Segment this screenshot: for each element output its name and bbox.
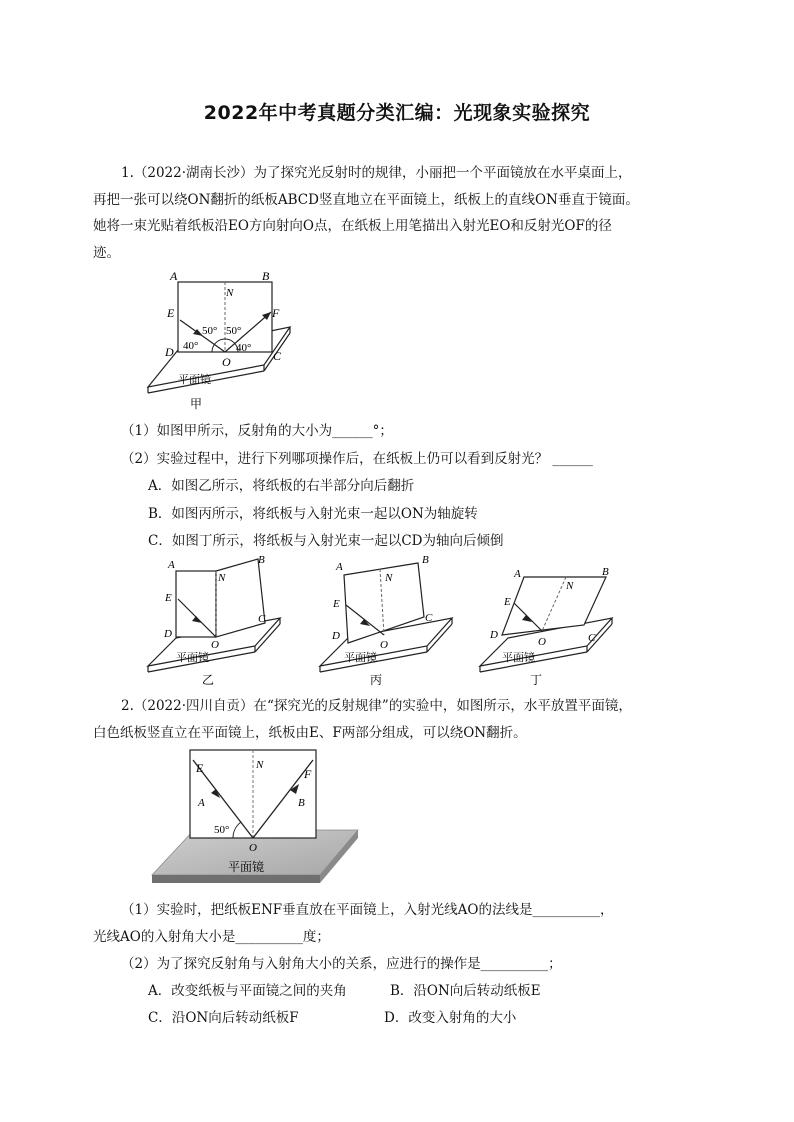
label-O: O (380, 639, 388, 651)
label-E: E (167, 306, 175, 320)
label-E: E (165, 592, 172, 604)
label-C: C (588, 632, 596, 644)
label-D: D (165, 345, 174, 359)
angle-40-left: 40° (183, 340, 199, 352)
label-E: E (504, 596, 511, 608)
mirror-label: 平面镜 (228, 860, 265, 874)
q2-option-d: D．改变入射角的大小 (384, 1010, 517, 1026)
label-A: A (168, 559, 175, 571)
q1-stem (93, 160, 681, 266)
label-E: E (196, 761, 204, 775)
label-N: N (385, 572, 393, 584)
label-C: C (425, 612, 433, 624)
q1-sub2: （2）实验过程中，进行下列哪项操作后，在纸板上仍可以看到反射光？ ______ (121, 451, 593, 467)
mirror-label: 平面镜 (178, 374, 211, 386)
q2-option-b: B．沿ON向后转动纸板E (390, 983, 541, 999)
caption-bing: 丙 (370, 673, 383, 687)
figure-yi (140, 553, 300, 688)
q1-option-b: B．如图丙所示，将纸板与入射光束一起以ON为轴旋转 (148, 506, 478, 522)
q1-stem-line-3: 她将一束光贴着纸板沿EO方向射向O点，在纸板上用笔描出入射光EO和反射光OF的径 (93, 218, 612, 234)
label-D: D (164, 628, 172, 640)
figure-jia (140, 262, 310, 412)
label-A: A (170, 269, 178, 283)
label-O: O (249, 842, 257, 854)
figure-bing (312, 553, 472, 688)
label-A: A (198, 797, 205, 809)
angle-50-left: 50° (202, 325, 218, 337)
label-O: O (538, 636, 546, 648)
page-title: 2022年中考真题分类汇编：光现象实验探究 (203, 102, 591, 124)
q1-stem-line-1: 1.（2022·湖南长沙）为了探究光反射时的规律，小丽把一个平面镜放在水平桌面上， (121, 165, 632, 181)
label-O: O (222, 355, 231, 369)
label-B: B (262, 269, 270, 283)
label-A: A (514, 568, 521, 580)
label-B: B (602, 566, 609, 578)
angle-50: 50° (214, 824, 230, 836)
q1-option-a: A．如图乙所示，将纸板的右半部分向后翻折 (148, 478, 415, 494)
q1-option-c: C．如图丁所示，将纸板与入射光束一起以CD为轴向后倾倒 (148, 533, 504, 549)
mirror-label: 平面镜 (344, 652, 377, 664)
caption-yi: 乙 (202, 673, 215, 687)
figure-q2 (150, 748, 370, 890)
label-N: N (226, 287, 234, 299)
label-C: C (273, 349, 282, 363)
label-B: B (298, 797, 305, 809)
q1-stem-line-2: 再把一张可以绕ON翻折的纸板ABCD竖直地立在平面镜上，纸板上的直线ON垂直于镜面。 (93, 191, 639, 208)
q2-option-c: C．沿ON向后转动纸板F (148, 1010, 299, 1026)
label-F: F (304, 767, 312, 781)
label-F: F (272, 306, 280, 320)
label-N: N (218, 572, 226, 584)
label-O: O (211, 639, 219, 651)
angle-50-right: 50° (226, 325, 242, 337)
q2-option-a: A．改变纸板与平面镜之间的夹角 (148, 983, 347, 999)
q2-sub1-line1: （1）实验时，把纸板ENF垂直放在平面镜上，入射光线AO的法线是__________， (121, 902, 614, 918)
q2-sub1-line2: 光线AO的入射角大小是__________度； (93, 929, 330, 945)
label-B: B (422, 554, 429, 566)
q2-stem-line-1: 2.（2022·四川自贡）在“探究光的反射规律”的实验中，如图所示，水平放置平面镜， (121, 698, 632, 714)
q2-sub2: （2）为了探究反射角与入射角大小的关系，应进行的操作是__________； (121, 956, 562, 972)
label-C: C (258, 613, 266, 625)
q1-sub1: （1）如图甲所示，反射角的大小为______°； (121, 423, 393, 439)
label-B: B (258, 554, 265, 566)
caption-jia: 甲 (190, 397, 203, 411)
label-A: A (336, 561, 343, 573)
label-N: N (256, 759, 264, 771)
label-E: E (333, 598, 340, 610)
mirror-label: 平面镜 (176, 652, 209, 664)
q1-stem-line-4: 迹。 (93, 244, 120, 261)
label-D: D (332, 630, 340, 642)
label-N: N (566, 580, 574, 592)
figure-ding (472, 553, 632, 688)
q2-stem-line-2: 白色纸板竖直立在平面镜上，纸板由E、F两部分组成，可以绕ON翻折。 (93, 724, 527, 741)
angle-40-right: 40° (236, 342, 252, 354)
mirror-label: 平面镜 (502, 652, 535, 664)
caption-ding: 丁 (530, 673, 543, 687)
label-D: D (490, 629, 498, 641)
q2-stem (93, 693, 681, 746)
